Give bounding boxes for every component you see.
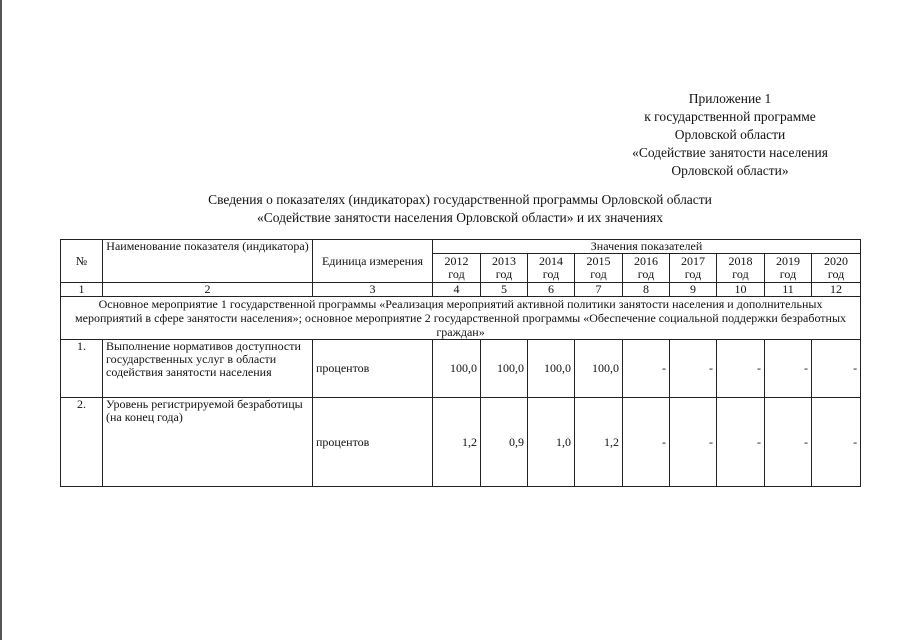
column-number: 4 xyxy=(433,283,481,297)
header-year: 2012 год xyxy=(433,254,481,283)
column-number: 7 xyxy=(575,283,623,297)
column-number: 8 xyxy=(623,283,670,297)
table-row xyxy=(61,340,861,398)
header-unit: Единица измерения xyxy=(313,240,433,283)
column-number: 3 xyxy=(313,283,433,297)
row-value: 100,0 xyxy=(481,340,528,398)
appendix-line: Приложение 1 xyxy=(688,91,772,106)
appendix-line: Орловской области» xyxy=(671,163,789,178)
title-line-2: «Содействие занятости населения Орловской области» и их значениях xyxy=(257,210,663,225)
row-value: - xyxy=(812,398,861,487)
header-year: 2014 год xyxy=(528,254,575,283)
table-row xyxy=(61,398,861,487)
row-unit: процентов xyxy=(313,340,433,398)
header-name: Наименование показателя (индикатора) xyxy=(103,240,313,283)
row-num: 2. xyxy=(61,398,103,487)
row-value: - xyxy=(765,398,812,487)
indicators-table xyxy=(60,239,861,487)
row-value: 100,0 xyxy=(575,340,623,398)
page-left-edge xyxy=(0,0,2,640)
row-value: 100,0 xyxy=(528,340,575,398)
column-numbers-row xyxy=(61,283,861,297)
row-name: Выполнение нормативов доступности государственных услуг в области содействия занятости населения xyxy=(103,340,313,398)
row-value: - xyxy=(670,398,717,487)
appendix-line: к государственной программе xyxy=(644,109,816,124)
document-title xyxy=(60,191,860,227)
row-value: - xyxy=(812,340,861,398)
column-number: 6 xyxy=(528,283,575,297)
header-num: № xyxy=(61,240,103,283)
header-year: 2018 год xyxy=(717,254,765,283)
appendix-line: Орловской области xyxy=(674,127,786,142)
row-num: 1. xyxy=(61,340,103,398)
row-value: - xyxy=(765,340,812,398)
row-value: 1,2 xyxy=(575,398,623,487)
row-value: - xyxy=(623,398,670,487)
header-values: Значения показателей xyxy=(433,240,861,254)
column-number: 11 xyxy=(765,283,812,297)
title-line-1: Сведения о показателях (индикаторах) государственной программы Орловской области xyxy=(208,192,712,207)
column-number: 12 xyxy=(812,283,861,297)
row-value: 1,0 xyxy=(528,398,575,487)
column-number: 2 xyxy=(103,283,313,297)
column-number: 1 xyxy=(61,283,103,297)
header-row xyxy=(61,240,861,254)
header-year: 2015 год xyxy=(575,254,623,283)
header-year: 2019 год xyxy=(765,254,812,283)
header-year: 2013 год xyxy=(481,254,528,283)
header-year: 2016 год xyxy=(623,254,670,283)
column-number: 9 xyxy=(670,283,717,297)
row-value: 1,2 xyxy=(433,398,481,487)
row-value: - xyxy=(670,340,717,398)
row-value: 0,9 xyxy=(481,398,528,487)
appendix-header xyxy=(600,90,860,180)
header-year: 2017 год xyxy=(670,254,717,283)
row-value: - xyxy=(717,398,765,487)
appendix-line: «Содействие занятости населения xyxy=(632,145,828,160)
column-number: 10 xyxy=(717,283,765,297)
header-year: 2020 год xyxy=(812,254,861,283)
section-row xyxy=(61,297,861,340)
row-unit: процентов xyxy=(313,398,433,487)
row-value: - xyxy=(623,340,670,398)
section-title: Основное мероприятие 1 государственной программы «Реализация мероприятий активной политики занятости населения и дополнительных мероприятий в сфере занятости населения»; основное мероприятие 2 государственной программы «Обеспечение социальной поддержки безработных граждан» xyxy=(61,297,861,340)
row-name: Уровень регистрируемой безработицы (на конец года) xyxy=(103,398,313,487)
row-value: - xyxy=(717,340,765,398)
row-value: 100,0 xyxy=(433,340,481,398)
column-number: 5 xyxy=(481,283,528,297)
